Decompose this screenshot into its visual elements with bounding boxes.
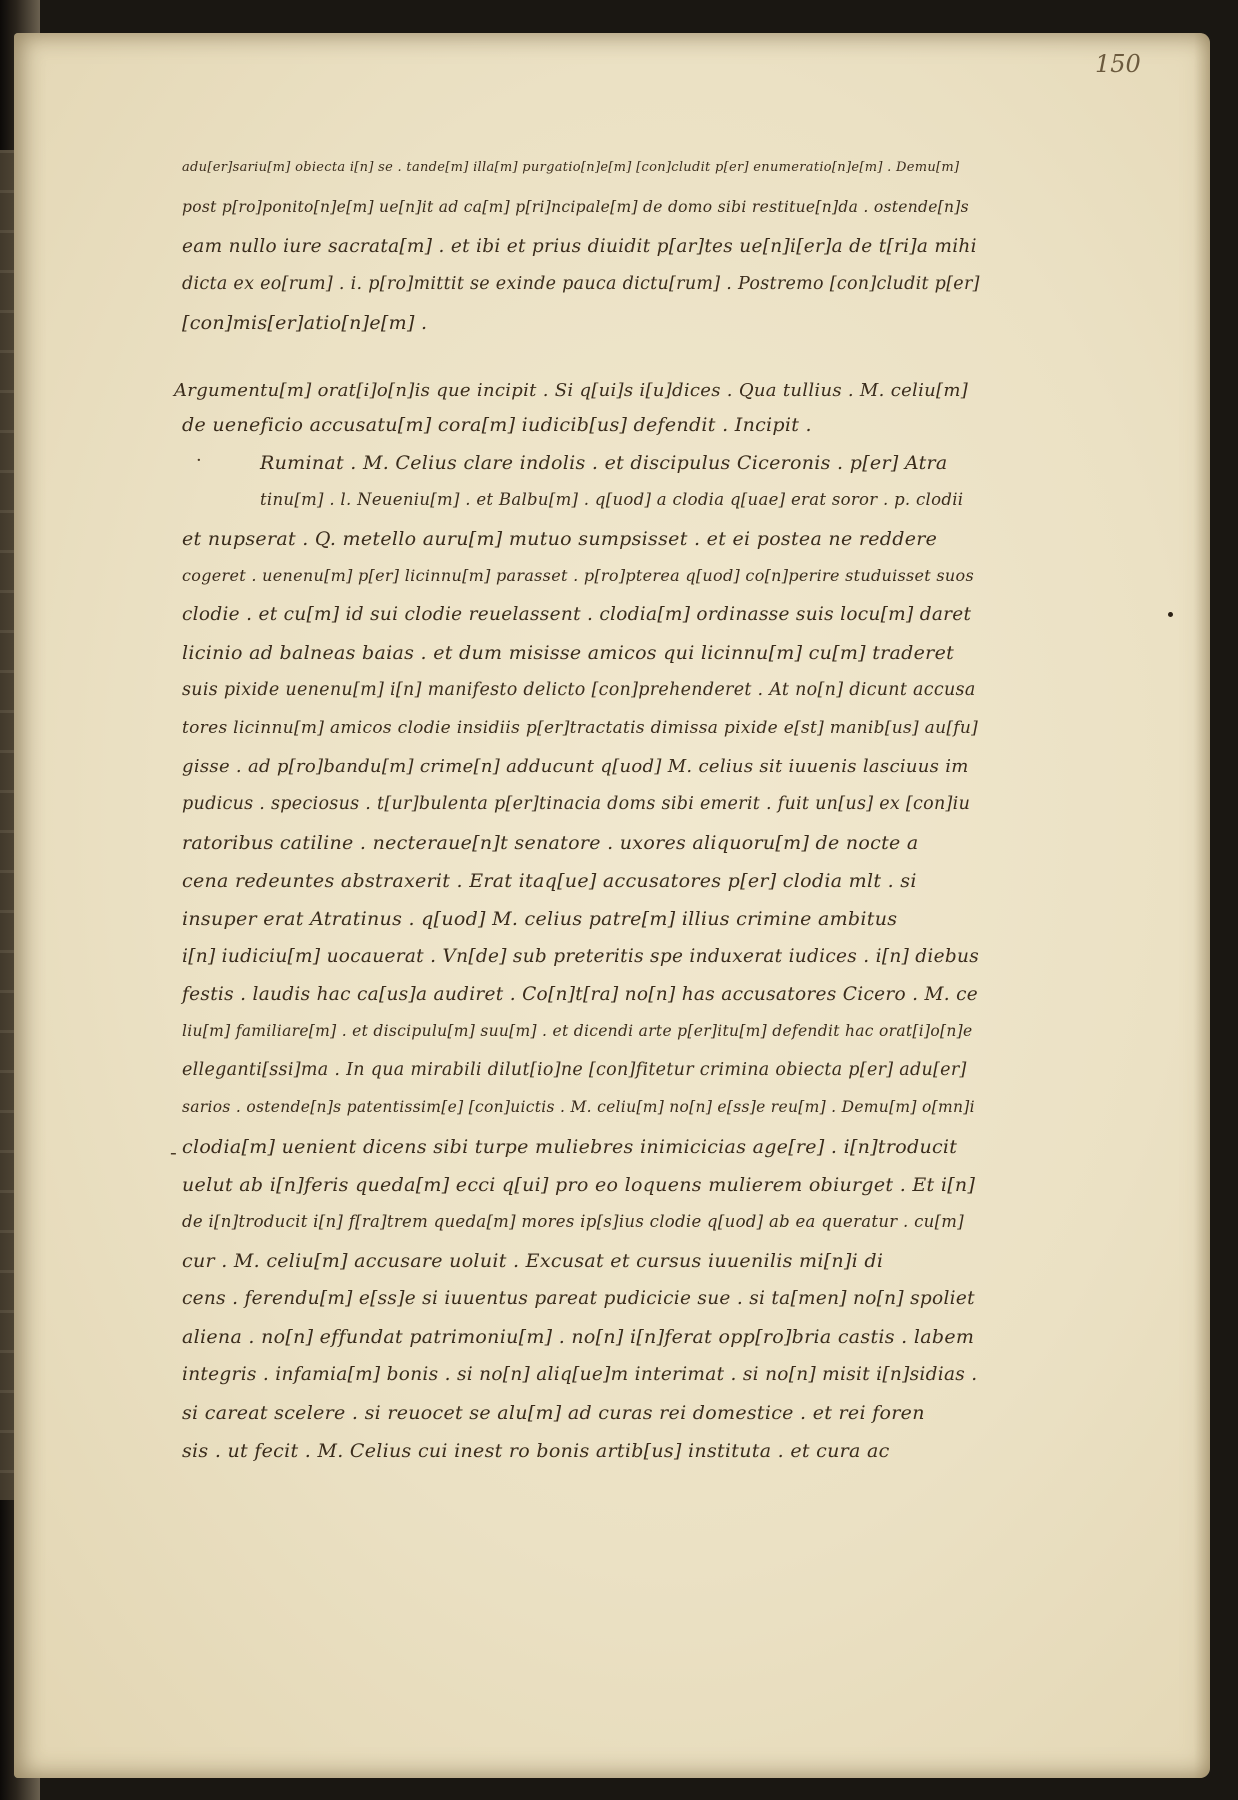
manuscript-leaf	[14, 33, 1210, 1778]
text-line-32: integris . infamia[m] bonis . si no[n] aliq[ue]m interimat . si no[n] misit i[n]sidias .	[182, 1364, 978, 1385]
text-line-12: clodie . et cu[m] id sui clodie reuelassent . clodia[m] ordinasse suis locu[m] daret	[182, 604, 972, 625]
text-line-10: et nupserat . Q. metello auru[m] mutuo sumpsisset . et ei postea ne reddere	[182, 528, 938, 550]
margin-dash-mark: -	[170, 1140, 177, 1164]
margin-dot-mark: ·	[196, 450, 202, 471]
text-line-4: dicta ex eo[rum] . i. p[ro]mittit se exinde pauca dictu[rum] . Postremo [con]cludit p[er]	[182, 274, 980, 294]
text-line-1: adu[er]sariu[m] obiecta i[n] se . tande[m] illa[m] purgatio[n]e[m] [con]cludit p[er] enumeratio[n]e[m] . Demu[m]	[182, 160, 960, 175]
text-line-27: uelut ab i[n]feris queda[m] ecci q[ui] pro eo loquens mulierem obiurget . Et i[n]	[182, 1174, 976, 1196]
text-line-33: si careat scelere . si reuocet se alu[m] ad curas rei domestice . et rei foren	[182, 1402, 925, 1424]
text-line-30: cens . ferendu[m] e[ss]e si iuuentus pareat pudicicie sue . si ta[men] no[n] spoliet	[182, 1288, 975, 1309]
text-line-3: eam nullo iure sacrata[m] . et ibi et prius diuidit p[ar]tes ue[n]i[er]a de t[ri]a mihi	[182, 236, 977, 257]
text-line-25: sarios . ostende[n]s patentissim[e] [con]uictis . M. celiu[m] no[n] e[ss]e reu[m] . Demu[m] o[mn]i	[182, 1098, 975, 1116]
text-line-18: ratoribus catiline . necteraue[n]t senatore . uxores aliquoru[m] de nocte a	[182, 832, 919, 854]
text-line-14: suis pixide uenenu[m] i[n] manifesto delicto [con]prehenderet . At no[n] dicunt accusa	[182, 680, 976, 700]
text-line-2: post p[ro]ponito[n]e[m] ue[n]it ad ca[m] p[ri]ncipale[m] de domo sibi restitue[n]da . ostende[n]s	[182, 198, 969, 216]
text-line-34: sis . ut fecit . M. Celius cui inest ro bonis artib[us] instituta . et cura ac	[182, 1440, 890, 1462]
text-line-24: elleganti[ssi]ma . In qua mirabili dilut[io]ne [con]fitetur crimina obiecta p[er] adu[er]	[182, 1060, 967, 1080]
text-line-9: tinu[m] . l. Neueniu[m] . et Balbu[m] . q[uod] a clodia q[uae] erat soror . p. clodii	[260, 490, 964, 509]
text-line-31: aliena . no[n] effundat patrimoniu[m] . no[n] i[n]ferat opp[ro]bria castis . labem	[182, 1326, 975, 1348]
text-line-29: cur . M. celiu[m] accusare uoluit . Excusat et cursus iuuenilis mi[n]i di	[182, 1250, 884, 1272]
text-line-13: licinio ad balneas baias . et dum misisse amicos qui licinnu[m] cu[m] traderet	[182, 642, 955, 664]
argument-heading-line-2: de ueneficio accusatu[m] cora[m] iudicib[us] defendit . Incipit .	[182, 414, 812, 436]
text-line-15: tores licinnu[m] amicos clodie insidiis p[er]tractatis dimissa pixide e[st] manib[us] au[fu]	[182, 718, 979, 738]
leaf-fore-edge	[1194, 33, 1210, 1778]
text-line-17: pudicus . speciosus . t[ur]bulenta p[er]tinacia doms sibi emerit . fuit un[us] ex [con]iu	[182, 794, 971, 814]
text-line-23: liu[m] familiare[m] . et discipulu[m] suu[m] . et dicendi arte p[er]itu[m] defendit hac orat[i]o[n]e	[182, 1022, 973, 1040]
text-line-11: cogeret . uenenu[m] p[er] licinnu[m] parasset . p[ro]pterea q[uod] co[n]perire studuisset suos	[182, 566, 974, 585]
ink-speck	[1168, 612, 1173, 617]
text-line-16: gisse . ad p[ro]bandu[m] crime[n] adducunt q[uod] M. celius sit iuuenis lasciuus im	[182, 756, 969, 777]
text-line-21: i[n] iudiciu[m] uocauerat . Vn[de] sub preteritis spe induxerat iudices . i[n] diebus	[182, 946, 980, 967]
text-line-28: de i[n]troducit i[n] f[ra]trem queda[m] mores ip[s]ius clodie q[uod] ab ea queratur . cu[m]	[182, 1212, 964, 1231]
text-line-20: insuper erat Atratinus . q[uod] M. celius patre[m] illius crimine ambitus	[182, 908, 898, 930]
text-line-5: [con]mis[er]atio[n]e[m] .	[182, 312, 428, 334]
text-line-19: cena redeuntes abstraxerit . Erat itaq[ue] accusatores p[er] clodia mlt . si	[182, 870, 917, 892]
text-line-22: festis . laudis hac ca[us]a audiret . Co[n]t[ra] no[n] has accusatores Cicero . M. ce	[182, 984, 978, 1005]
text-line-26: clodia[m] uenient dicens sibi turpe muliebres inimicicias age[re] . i[n]troducit	[182, 1136, 958, 1158]
folio-number: 150	[1095, 50, 1141, 78]
argument-heading-line-1: Argumentu[m] orat[i]o[n]is que incipit . Si q[ui]s i[u]dices . Qua tullius . M. celiu[m]	[174, 380, 969, 401]
text-line-8: Ruminat . M. Celius clare indolis . et discipulus Ciceronis . p[er] Atra	[260, 452, 948, 474]
